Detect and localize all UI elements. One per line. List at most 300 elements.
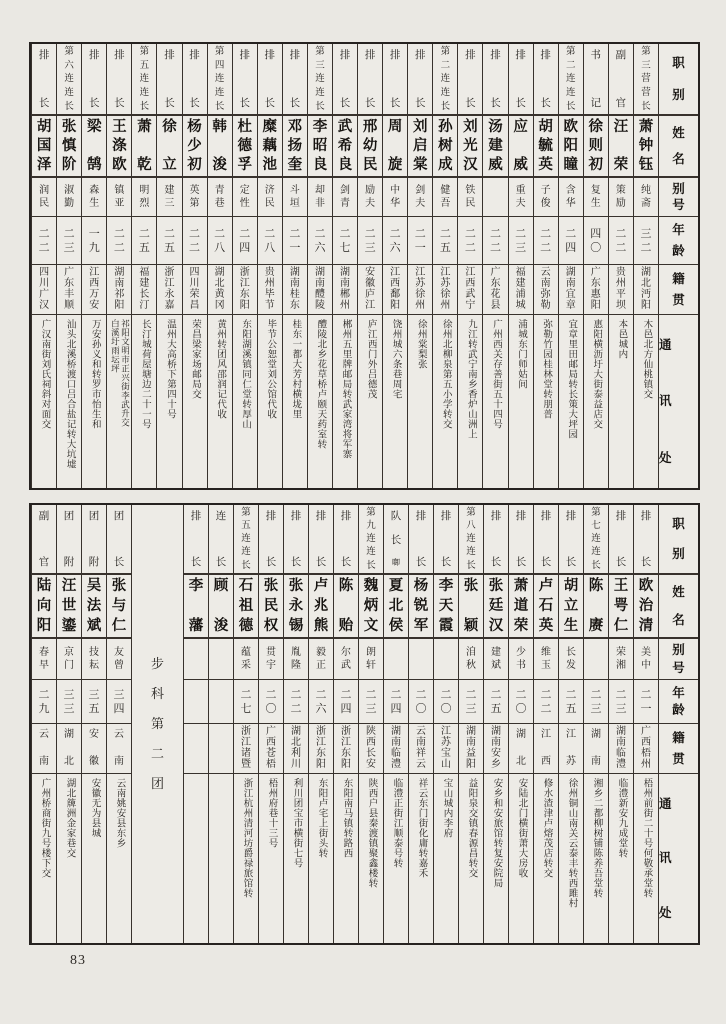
row-label-courtesy-name: 别 号 xyxy=(659,637,698,679)
person-native-place: 江 西 万 安 xyxy=(82,264,106,314)
person-name: 杜 德 孚 xyxy=(233,114,257,176)
person-native-place: 四 川 荣 昌 xyxy=(183,264,207,314)
person-role: 排 长 xyxy=(640,510,652,568)
person-age: 一 九 xyxy=(82,216,106,264)
person-column xyxy=(608,44,633,488)
person-column xyxy=(407,44,432,488)
person-column xyxy=(383,505,408,943)
person-courtesy-name: 斗 垣 xyxy=(283,176,307,216)
person-native-place: 广 东 丰 顺 xyxy=(57,264,81,314)
person-column xyxy=(131,44,156,488)
person-native-place: 广 东 惠 阳 xyxy=(584,264,608,314)
person-native-place xyxy=(209,723,233,773)
person-role: 排 长 xyxy=(339,49,351,109)
person-role: 排 长 xyxy=(515,49,526,109)
person-column xyxy=(106,505,131,943)
person-native-place: 湖 南 临 澧 xyxy=(384,723,408,773)
person-column xyxy=(408,505,433,943)
person-age: 二 二 xyxy=(458,216,482,264)
person-name: 梁 鹄 xyxy=(82,114,106,176)
person-role: 第 二 连 连 长 xyxy=(565,46,576,112)
person-role: 排 长 xyxy=(38,49,50,109)
person-address: 宜章里田邮局转长策大坪园 xyxy=(559,314,583,488)
person-role: 排 长 xyxy=(164,49,175,109)
person-role: 团 长 xyxy=(113,510,125,568)
person-native-place: 湖 南 宜 章 xyxy=(559,264,583,314)
person-role: 排 长 xyxy=(415,49,426,109)
person-courtesy-name: 励 夫 xyxy=(358,176,382,216)
person-column xyxy=(233,505,258,943)
person-address: 郴州五里牌邮局转武家湾将军寨 xyxy=(333,314,357,488)
person-role: 第 三 连 连 长 xyxy=(315,46,325,112)
person-address: 醴陵北乡花草桥卢颐天药室转 xyxy=(308,314,332,488)
person-address: 修水渣津卢熔茂店转交 xyxy=(534,773,558,943)
person-courtesy-name: 健 吾 xyxy=(433,176,457,216)
person-address: 云南姚安县东乡 xyxy=(107,773,131,943)
person-name: 卢 石 英 xyxy=(534,573,558,637)
person-role: 第 三 营 营 长 xyxy=(641,46,651,112)
person-courtesy-name: 济 民 xyxy=(258,176,282,216)
person-native-place: 江 苏 徐 州 xyxy=(408,264,432,314)
person-address: 利川团宝市横街七号 xyxy=(284,773,308,943)
person-age: 二 二 xyxy=(534,216,558,264)
person-native-place: 云 南 祥 云 xyxy=(409,723,433,773)
person-native-place: 湖 南 祁 阳 xyxy=(107,264,131,314)
person-age: 二 五 xyxy=(132,216,156,264)
person-name: 邓 扬 奎 xyxy=(283,114,307,176)
person-address: 徐州北柳泉第五小学转交 xyxy=(433,314,457,488)
person-name: 石 祖 德 xyxy=(234,573,258,637)
person-address: 长汀城荷屋塘边二十一号 xyxy=(132,314,156,488)
person-age: 二 七 xyxy=(234,679,258,723)
row-label-role: 职 别 xyxy=(672,55,685,102)
person-native-place: 湖 北 xyxy=(57,723,81,773)
person-name: 刘 启 棠 xyxy=(408,114,432,176)
person-native-place: 湖 北 利 川 xyxy=(284,723,308,773)
person-address xyxy=(184,773,208,943)
person-native-place: 江 苏 徐 州 xyxy=(433,264,457,314)
person-courtesy-name: 润 民 xyxy=(32,176,56,216)
person-name: 萧 道 荣 xyxy=(509,573,533,637)
person-column xyxy=(156,44,181,488)
person-courtesy-name: 贯 宇 xyxy=(259,637,283,679)
person-age: 二 八 xyxy=(258,216,282,264)
person-name: 徐 则 初 xyxy=(584,114,608,176)
person-address: 毕节公恕堂刘公馆代收 xyxy=(258,314,282,488)
row-header-column xyxy=(658,505,698,943)
person-role: 第 五 连 连 长 xyxy=(139,46,150,112)
person-column xyxy=(308,505,333,943)
person-role: 第 九 连 连 长 xyxy=(366,507,376,571)
person-courtesy-name: 森 生 xyxy=(82,176,106,216)
person-address: 温州大高桥下第四十号 xyxy=(157,314,181,488)
person-native-place: 湖 南 安 乡 xyxy=(484,723,508,773)
person-column xyxy=(182,44,207,488)
person-address: 黄州转团风邵润记代收 xyxy=(208,314,232,488)
person-native-place: 江 西 武 宁 xyxy=(458,264,482,314)
person-name: 孙 树 成 xyxy=(433,114,457,176)
person-column xyxy=(56,505,81,943)
person-role: 排 长 xyxy=(615,510,627,568)
person-courtesy-name: 淑 勤 xyxy=(57,176,81,216)
person-name: 韩 浚 xyxy=(208,114,232,176)
person-age: 二 三 xyxy=(584,679,608,723)
person-column xyxy=(457,44,482,488)
person-column xyxy=(81,44,106,488)
person-address: 本邑城内 xyxy=(609,314,633,488)
row-label-name: 姓 名 xyxy=(659,114,698,176)
person-column xyxy=(558,44,583,488)
roster-table-upper xyxy=(29,42,700,490)
person-name: 萧 钟 钰 xyxy=(634,114,658,176)
person-native-place: 浙 江 东 阳 xyxy=(233,264,257,314)
person-role: 第 七 连 连 长 xyxy=(591,507,601,571)
person-address: 弥勒竹园桂林堂转朋普 xyxy=(534,314,558,488)
person-role: 排 长 xyxy=(289,49,301,109)
person-address: 浙江杭州清河坊爵禄旅馆转 xyxy=(234,773,258,943)
person-courtesy-name: 美 中 xyxy=(634,637,658,679)
person-role: 第 六 连 连 长 xyxy=(64,46,74,112)
person-address: 祥云东门街化庸转嘉禾 xyxy=(409,773,433,943)
person-role: 第 五 连 连 长 xyxy=(241,507,251,571)
person-address: 东阳南马镇转路西 xyxy=(334,773,358,943)
person-courtesy-name: 定 性 xyxy=(233,176,257,216)
person-address: 东阳卢宅上街头转 xyxy=(309,773,333,943)
person-name: 萧 乾 xyxy=(132,114,156,176)
person-age: 二 三 xyxy=(57,216,81,264)
person-column xyxy=(56,44,81,488)
person-native-place: 湖 北 沔 阳 xyxy=(634,264,658,314)
person-native-place: 湖 南 xyxy=(584,723,608,773)
person-role: 排 长 xyxy=(540,510,552,568)
person-courtesy-name: 朗 轩 xyxy=(359,637,383,679)
person-courtesy-name: 蕴 采 xyxy=(234,637,258,679)
person-courtesy-name: 青 巷 xyxy=(208,176,232,216)
person-column xyxy=(357,44,382,488)
person-courtesy-name: 中 华 xyxy=(383,176,407,216)
person-native-place: 云 南 弥 勒 xyxy=(534,264,558,314)
person-courtesy-name: 镇 亚 xyxy=(107,176,131,216)
person-age: 二 五 xyxy=(157,216,181,264)
person-name: 糜 藕 池 xyxy=(258,114,282,176)
person-role: 副 官 xyxy=(615,49,627,109)
person-courtesy-name: 春 早 xyxy=(32,637,56,679)
person-native-place: 云 南 xyxy=(107,723,131,773)
person-name: 顾 浚 xyxy=(209,573,233,637)
person-role: 排 长 xyxy=(114,49,125,109)
person-column xyxy=(633,505,658,943)
person-column xyxy=(332,44,357,488)
person-age xyxy=(209,679,233,723)
person-courtesy-name xyxy=(184,637,208,679)
row-label-native-place: 籍 贯 xyxy=(659,723,698,773)
person-address: 梧州前街二十号何敬承堂转 xyxy=(634,773,658,943)
person-name: 应 威 xyxy=(509,114,533,176)
person-name: 徐 立 xyxy=(157,114,181,176)
row-header-column xyxy=(658,44,698,488)
person-role: 排 长 xyxy=(465,49,476,109)
person-native-place: 湖 北 xyxy=(509,723,533,773)
person-age: 二 九 xyxy=(32,679,56,723)
person-address: 徐州铜山南关云泰丰转西雎村 xyxy=(559,773,583,943)
person-age: 二 〇 xyxy=(259,679,283,723)
person-age: 三 四 xyxy=(107,679,131,723)
person-role: 排 长 xyxy=(88,49,100,109)
person-column xyxy=(583,44,608,488)
person-role: 排 长 xyxy=(315,510,327,568)
person-role: 排 长 xyxy=(440,510,452,568)
person-courtesy-name: 荣 湘 xyxy=(609,637,633,679)
person-courtesy-name: 建 三 xyxy=(157,176,181,216)
person-courtesy-name: 纯 斋 xyxy=(634,176,658,216)
person-name: 杨 锐 军 xyxy=(409,573,433,637)
person-role: 第 四 连 连 长 xyxy=(214,46,225,112)
person-column xyxy=(207,44,232,488)
person-name: 夏 北 侯 xyxy=(384,573,408,637)
person-age: 二 六 xyxy=(309,679,333,723)
person-name: 张 颖 xyxy=(459,573,483,637)
person-column xyxy=(358,505,383,943)
person-name: 胡 国 泽 xyxy=(32,114,56,176)
person-courtesy-name: 京 门 xyxy=(57,637,81,679)
person-column xyxy=(508,44,533,488)
person-age: 二 五 xyxy=(559,679,583,723)
person-address: 九江转武宁南乡香炉山洲上 xyxy=(458,314,482,488)
person-column xyxy=(283,505,308,943)
person-address: 浦城东门师姑间 xyxy=(509,314,533,488)
person-address: 临澧正街江顺泰号转 xyxy=(384,773,408,943)
roster-table-lower xyxy=(29,503,700,945)
person-address: 安陆北门横街萧大房收 xyxy=(509,773,533,943)
person-courtesy-name: 尔 武 xyxy=(334,637,358,679)
row-label-role: 职 别 xyxy=(672,516,685,561)
person-address: 庐江西门外吕德茂 xyxy=(358,314,382,488)
person-age: 二 〇 xyxy=(409,679,433,723)
person-role: 排 长 xyxy=(490,49,501,109)
person-column xyxy=(183,505,208,943)
row-label-address: 通 讯 处 xyxy=(659,314,698,488)
person-native-place: 福 建 长 汀 xyxy=(132,264,156,314)
person-age: 二 六 xyxy=(383,216,407,264)
person-name: 欧 治 清 xyxy=(634,573,658,637)
person-address: 东阳湖溪镇同仁堂转厚山 xyxy=(233,314,257,488)
person-courtesy-name: 剑 夫 xyxy=(408,176,432,216)
person-role: 排 长 xyxy=(389,49,401,109)
person-role: 排 长 xyxy=(290,510,302,568)
person-courtesy-name xyxy=(434,637,458,679)
person-native-place: 安 徽 xyxy=(82,723,106,773)
person-age: 二 五 xyxy=(433,216,457,264)
person-age: 二 二 xyxy=(32,216,56,264)
person-native-place: 福 建 浦 城 xyxy=(509,264,533,314)
person-native-place: 湖 南 益 阳 xyxy=(459,723,483,773)
person-column xyxy=(433,505,458,943)
person-role: 排 长 xyxy=(340,510,352,568)
person-age: 二 三 xyxy=(509,216,533,264)
person-courtesy-name xyxy=(584,637,608,679)
person-address: 祁阳文明市正兴街李武升交白溪圩雨坛坪 xyxy=(107,314,131,488)
person-courtesy-name: 明 烈 xyxy=(132,176,156,216)
row-label-address: 通 讯 处 xyxy=(659,773,698,943)
person-age: 二 二 xyxy=(183,216,207,264)
person-role: 排 长 xyxy=(565,510,577,568)
person-name: 李 昭 良 xyxy=(308,114,332,176)
person-courtesy-name: 维 玉 xyxy=(534,637,558,679)
person-age: 二 一 xyxy=(283,216,307,264)
person-courtesy-name: 建 斌 xyxy=(484,637,508,679)
person-column xyxy=(583,505,608,943)
person-column xyxy=(633,44,658,488)
person-age: 二 一 xyxy=(634,679,658,723)
person-column xyxy=(508,505,533,943)
person-role: 团 附 xyxy=(88,510,100,568)
person-age: 二 〇 xyxy=(509,679,533,723)
person-courtesy-name: 子 俊 xyxy=(534,176,558,216)
person-native-place: 四 川 广 汉 xyxy=(32,264,56,314)
person-role: 副 官 xyxy=(38,510,50,568)
person-age: 三 五 xyxy=(82,679,106,723)
person-address: 荣昌梁家场邮局交 xyxy=(183,314,207,488)
person-name: 魏 炳 文 xyxy=(359,573,383,637)
person-address: 惠阳横沥圩大街泰益店交 xyxy=(584,314,608,488)
person-address: 安徽无为县城 xyxy=(82,773,106,943)
person-age: 二 七 xyxy=(333,216,357,264)
person-column xyxy=(558,505,583,943)
branch-label: 步 科 第 二 团 xyxy=(150,656,164,792)
person-column xyxy=(257,44,282,488)
person-column xyxy=(458,505,483,943)
person-address: 饶州城六条巷周宅 xyxy=(383,314,407,488)
person-address: 广汉南街刘氏祠斜对面交 xyxy=(32,314,56,488)
person-age: 二 三 xyxy=(609,679,633,723)
person-native-place: 湖 南 桂 东 xyxy=(283,264,307,314)
person-name: 卢 兆 熊 xyxy=(309,573,333,637)
person-native-place: 湖 南 郴 州 xyxy=(333,264,357,314)
person-column xyxy=(232,44,257,488)
person-column xyxy=(282,44,307,488)
person-courtesy-name: 友 曾 xyxy=(107,637,131,679)
person-age: 三 三 xyxy=(57,679,81,723)
person-age: 二 〇 xyxy=(434,679,458,723)
person-native-place: 广 西 苍 梧 xyxy=(259,723,283,773)
person-address: 桂东一都大芳村横垅里 xyxy=(283,314,307,488)
person-name: 胡 立 生 xyxy=(559,573,583,637)
person-native-place: 浙 江 诸 暨 xyxy=(234,723,258,773)
person-native-place: 江 西 鄱 阳 xyxy=(383,264,407,314)
person-role: 连 长 xyxy=(215,510,227,568)
person-role: 排 长 xyxy=(190,510,202,568)
person-name: 张 永 锡 xyxy=(284,573,308,637)
person-age xyxy=(184,679,208,723)
person-address: 广州桥商街九号楼下交 xyxy=(32,773,56,943)
person-courtesy-name: 英 第 xyxy=(183,176,207,216)
person-role: 排 长 xyxy=(415,510,427,568)
person-courtesy-name xyxy=(483,176,507,216)
person-column xyxy=(333,505,358,943)
person-role: 第 二 连 连 长 xyxy=(440,46,451,112)
person-age: 二 五 xyxy=(484,679,508,723)
person-native-place: 广 东 花 县 xyxy=(483,264,507,314)
person-name: 张 廷 汉 xyxy=(484,573,508,637)
person-native-place: 云 南 xyxy=(32,723,56,773)
person-column xyxy=(533,505,558,943)
person-name: 刘 光 汉 xyxy=(458,114,482,176)
person-name: 张 与 仁 xyxy=(107,573,131,637)
person-age: 二 四 xyxy=(384,679,408,723)
person-name: 汤 建 威 xyxy=(483,114,507,176)
person-age: 二 一 xyxy=(408,216,432,264)
person-native-place: 陕 西 长 安 xyxy=(359,723,383,773)
page-number: 83 xyxy=(70,953,86,968)
row-label-native-place: 籍 贯 xyxy=(659,264,698,314)
person-native-place: 安 徽 庐 江 xyxy=(358,264,382,314)
person-courtesy-name: 却 非 xyxy=(308,176,332,216)
row-label-age: 年 龄 xyxy=(659,679,698,723)
person-name: 张 民 权 xyxy=(259,573,283,637)
person-courtesy-name: 胤 隆 xyxy=(284,637,308,679)
person-column xyxy=(31,44,56,488)
person-courtesy-name: 复 生 xyxy=(584,176,608,216)
person-age: 二 二 xyxy=(483,216,507,264)
person-address: 汕头北溪桥渡口吕合盐记转大坑墟 xyxy=(57,314,81,488)
person-age: 二 二 xyxy=(284,679,308,723)
person-address xyxy=(209,773,233,943)
row-label-courtesy-name: 别 号 xyxy=(659,176,698,216)
person-address: 益阳泉交镇春源昌转交 xyxy=(459,773,483,943)
person-name: 陈 贻 xyxy=(334,573,358,637)
person-column xyxy=(106,44,131,488)
person-role: 排 长 xyxy=(364,49,376,109)
person-name: 胡 毓 英 xyxy=(534,114,558,176)
person-address: 广州西关存善街五十四号 xyxy=(483,314,507,488)
person-role: 排 长 xyxy=(189,49,200,109)
row-label-age: 年 龄 xyxy=(659,216,698,264)
person-name: 张 慎 阶 xyxy=(57,114,81,176)
person-name: 杨 少 初 xyxy=(183,114,207,176)
person-native-place: 浙 江 永 嘉 xyxy=(157,264,181,314)
person-name: 汪 荣 xyxy=(609,114,633,176)
person-column xyxy=(307,44,332,488)
person-role: 排 长 xyxy=(264,49,276,109)
person-name: 陆 向 阳 xyxy=(32,573,56,637)
person-native-place: 江 苏 宝 山 xyxy=(434,723,458,773)
person-name: 吴 法 斌 xyxy=(82,573,106,637)
person-native-place: 湖 南 临 澧 xyxy=(609,723,633,773)
person-address: 湘乡二都柳树铺陈养吾堂转 xyxy=(584,773,608,943)
person-name: 周 旋 xyxy=(383,114,407,176)
person-address: 木邑北方仙桃镇交 xyxy=(634,314,658,488)
person-age: 三 二 xyxy=(634,216,658,264)
person-native-place: 湖 南 醴 陵 xyxy=(308,264,332,314)
person-native-place: 浙 江 东 阳 xyxy=(334,723,358,773)
person-role: 第 八 连 连 长 xyxy=(466,507,476,571)
person-courtesy-name: 重 夫 xyxy=(509,176,533,216)
person-courtesy-name: 含 华 xyxy=(559,176,583,216)
person-address: 万安孙义和转罗市怡生和 xyxy=(82,314,106,488)
person-column xyxy=(482,44,507,488)
person-role: 排 长 xyxy=(515,510,527,568)
person-role: 排 长 xyxy=(265,510,277,568)
person-native-place xyxy=(184,723,208,773)
person-courtesy-name: 剑 青 xyxy=(333,176,357,216)
person-column xyxy=(208,505,233,943)
person-name: 武 希 良 xyxy=(333,114,357,176)
person-age: 二 四 xyxy=(233,216,257,264)
person-age: 二 二 xyxy=(609,216,633,264)
person-native-place: 江 苏 xyxy=(559,723,583,773)
person-role: 队 长 啣 xyxy=(390,510,402,567)
person-courtesy-name: 洎 秋 xyxy=(459,637,483,679)
